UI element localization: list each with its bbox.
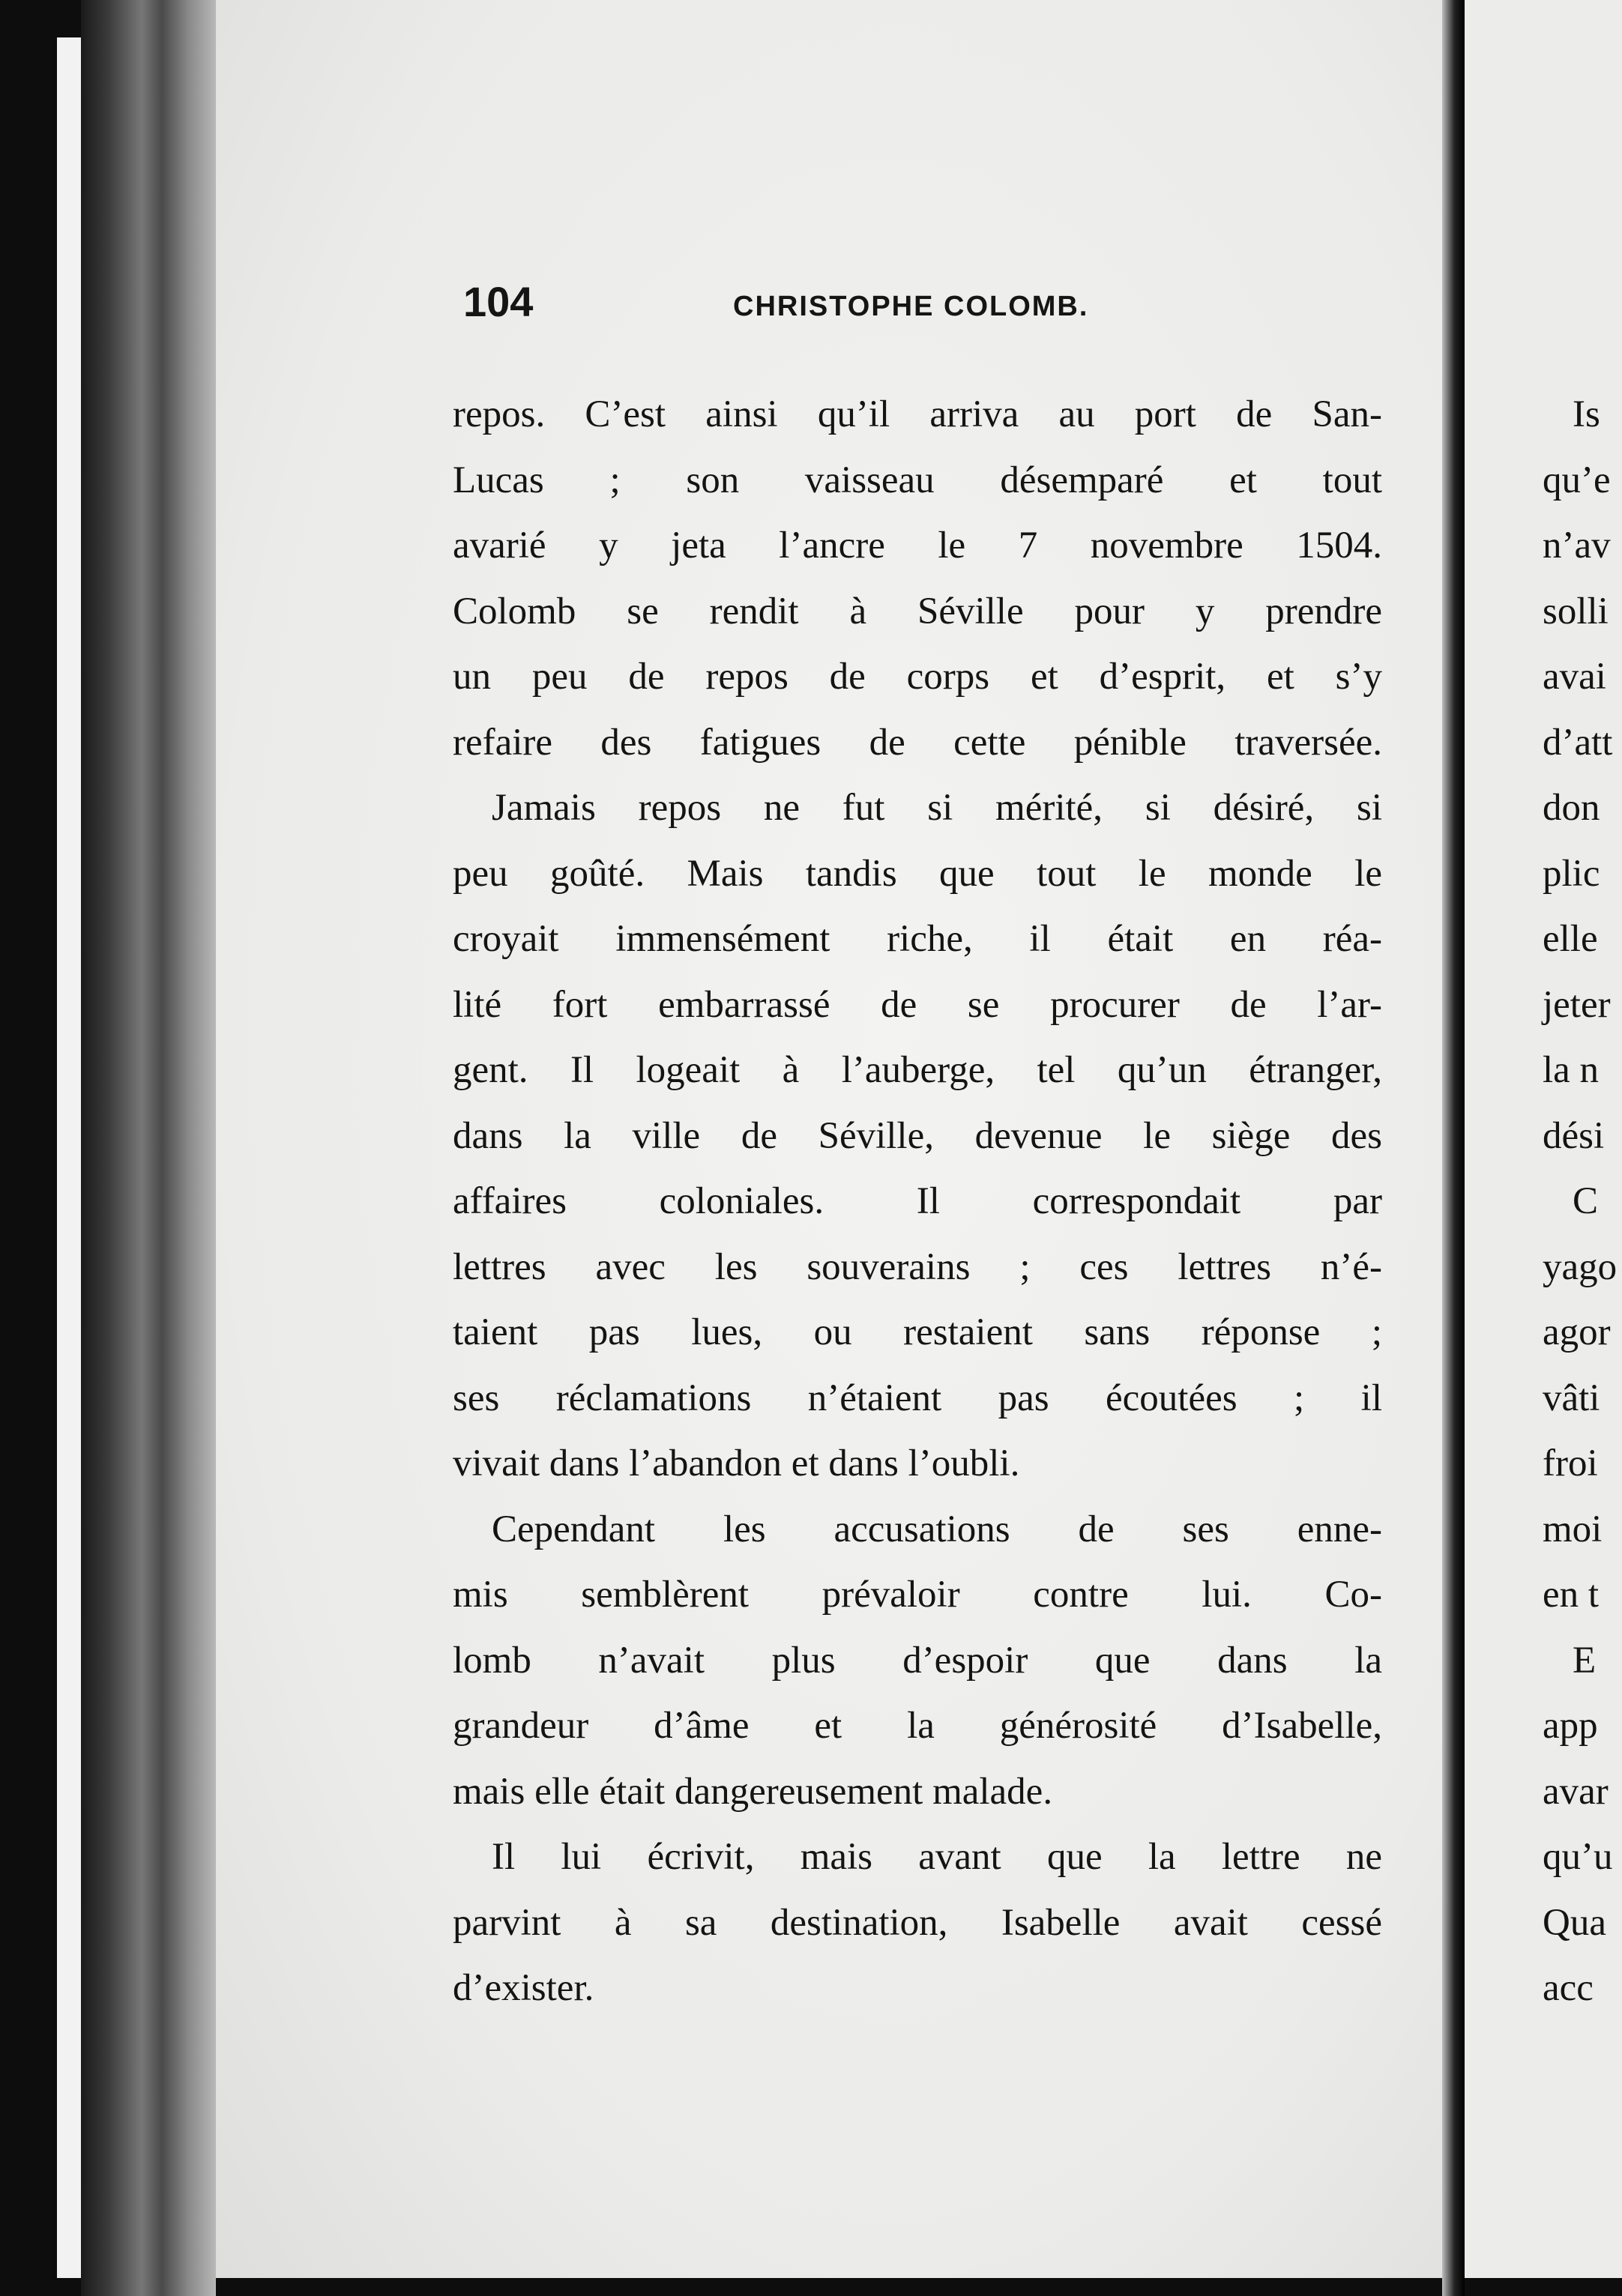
- page-number: 104: [463, 278, 534, 325]
- paragraph-end-line: d’exister.: [453, 1967, 594, 2009]
- right-text-fragment: moi: [1543, 1508, 1603, 1550]
- right-text-fragment: d’att: [1543, 721, 1613, 764]
- paragraph-start-line: Il lui écrivit, mais avant que la lettre ne: [492, 1836, 1382, 1878]
- text-line: gent. Il logeait à l’auberge, tel qu’un étranger,: [453, 1049, 1382, 1091]
- right-text-fragment: qu’u: [1543, 1836, 1613, 1878]
- right-text-fragment: plic: [1543, 852, 1600, 895]
- page-edge: [57, 37, 81, 2278]
- text-line: repos. C’est ainsi qu’il arriva au port de San-: [453, 393, 1382, 435]
- paragraph-start-line: Cependant les accusations de ses enne-: [492, 1508, 1382, 1550]
- text-line: mis semblèrent prévaloir contre lui. Co-: [453, 1574, 1382, 1616]
- running-title: CHRISTOPHE COLOMB.: [733, 291, 1089, 322]
- right-text-fragment: dési: [1543, 1114, 1605, 1157]
- text-line: lité fort embarrassé de se procurer de l’ar-: [453, 983, 1382, 1026]
- text-line: grandeur d’âme et la générosité d’Isabelle,: [453, 1705, 1382, 1747]
- page-header: [463, 277, 1378, 337]
- text-line: affaires coloniales. Il correspondait par: [453, 1180, 1382, 1222]
- right-text-fragment: jeter: [1543, 983, 1611, 1026]
- text-line: peu goûté. Mais tandis que tout le monde le: [453, 852, 1382, 895]
- right-text-fragment: Qua: [1543, 1901, 1606, 1944]
- text-line: taient pas lues, ou restaient sans réponse ;: [453, 1311, 1382, 1353]
- right-text-fragment: agor: [1543, 1311, 1611, 1353]
- text-line: Colomb se rendit à Séville pour y prendre: [453, 590, 1382, 632]
- text-line: ses réclamations n’étaient pas écoutées ; il: [453, 1377, 1382, 1419]
- text-line: croyait immensément riche, il était en réa-: [453, 918, 1382, 960]
- text-line: avarié y jeta l’ancre le 7 novembre 1504.: [453, 525, 1382, 567]
- book-spine: [1442, 0, 1465, 2296]
- paragraph-end-line: vivait dans l’abandon et dans l’oubli.: [453, 1442, 1020, 1484]
- right-text-fragment: acc: [1543, 1967, 1594, 2009]
- text-line: dans la ville de Séville, devenue le siège des: [453, 1114, 1382, 1157]
- text-line: lomb n’avait plus d’espoir que dans la: [453, 1639, 1382, 1682]
- right-text-fragment: elle: [1543, 918, 1598, 960]
- right-text-fragment: C: [1573, 1180, 1599, 1222]
- right-text-fragment: Is: [1573, 393, 1600, 435]
- right-text-fragment: n’av: [1543, 525, 1611, 567]
- right-text-fragment: avai: [1543, 656, 1606, 698]
- paragraph-start-line: Jamais repos ne fut si mérité, si désiré, si: [492, 787, 1382, 829]
- text-line: lettres avec les souverains ; ces lettres n’é-: [453, 1245, 1382, 1288]
- right-text-fragment: yago: [1543, 1245, 1618, 1288]
- right-text-fragment: app: [1543, 1705, 1598, 1747]
- right-text-fragment: solli: [1543, 590, 1609, 632]
- right-text-fragment: avar: [1543, 1770, 1609, 1813]
- right-text-fragment: froi: [1543, 1442, 1598, 1484]
- right-page-text: [1543, 382, 1622, 2022]
- body-text: [453, 382, 1382, 2022]
- right-text-fragment: en t: [1543, 1574, 1600, 1616]
- text-line: un peu de repos de corps et d’esprit, et s’y: [453, 656, 1382, 698]
- right-text-fragment: qu’e: [1543, 459, 1611, 501]
- text-line: refaire des fatigues de cette pénible traversée.: [453, 721, 1382, 764]
- right-page: [1465, 0, 1622, 2278]
- book-gutter-left: [81, 0, 216, 2296]
- right-text-fragment: E: [1573, 1639, 1597, 1682]
- paragraph-end-line: mais elle était dangereusement malade.: [453, 1770, 1053, 1813]
- right-text-fragment: la n: [1543, 1049, 1600, 1091]
- text-line: Lucas ; son vaisseau désemparé et tout: [453, 459, 1382, 501]
- right-text-fragment: don: [1543, 787, 1600, 829]
- right-text-fragment: vâti: [1543, 1377, 1600, 1419]
- text-line: parvint à sa destination, Isabelle avait cessé: [453, 1901, 1382, 1944]
